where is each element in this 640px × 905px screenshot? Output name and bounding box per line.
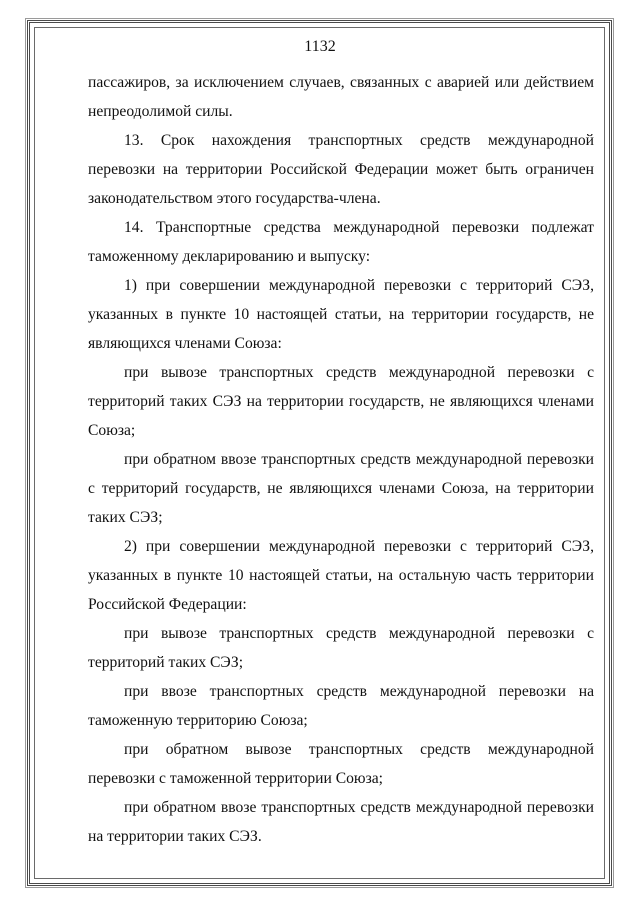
paragraph-14-item-2-case-reexport: при обратном вывозе транспортных средств международной перевозки с таможенной территории Союза; (88, 741, 594, 787)
paragraph-14: 14. Транспортные средства международной перевозки подлежат таможенному декларированию и выпуску: (88, 219, 594, 265)
document-body (88, 68, 594, 851)
page-number: 1132 (304, 38, 336, 55)
paragraph-14-item-2-case-import: при ввозе транспортных средств международной перевозки на таможенную территорию Союза; (88, 683, 594, 729)
paragraph-14-item-2: 2) при совершении международной перевозки с территорий СЭЗ, указанных в пункте 10 настоящей статьи, на остальную часть территории Российской Федерации: (88, 538, 594, 613)
paragraph-14-item-2-case-reimport: при обратном ввозе транспортных средств международной перевозки на территории таких СЭЗ. (88, 799, 594, 845)
paragraph-14-item-1-case-export: при вывозе транспортных средств международной перевозки с территорий таких СЭЗ на территории государств, не являющихся членами Союза; (88, 364, 594, 439)
paragraph-14-item-2-case-export: при вывозе транспортных средств международной перевозки с территорий таких СЭЗ; (88, 625, 594, 671)
paragraph-continuation: пассажиров, за исключением случаев, связанных с аварией или действием непреодолимой силы. (88, 74, 594, 120)
paragraph-13: 13. Срок нахождения транспортных средств международной перевозки на территории Российской Федерации может быть ограничен законодательством этого государства-члена. (88, 132, 594, 207)
paragraph-14-item-1-case-reimport: при обратном ввозе транспортных средств международной перевозки с территорий государств, не являющихся членами Союза, на территории таких СЭЗ; (88, 451, 594, 526)
paragraph-14-item-1: 1) при совершении международной перевозки с территорий СЭЗ, указанных в пункте 10 настоящей статьи, на территории государств, не являющихся членами Союза: (88, 277, 594, 352)
